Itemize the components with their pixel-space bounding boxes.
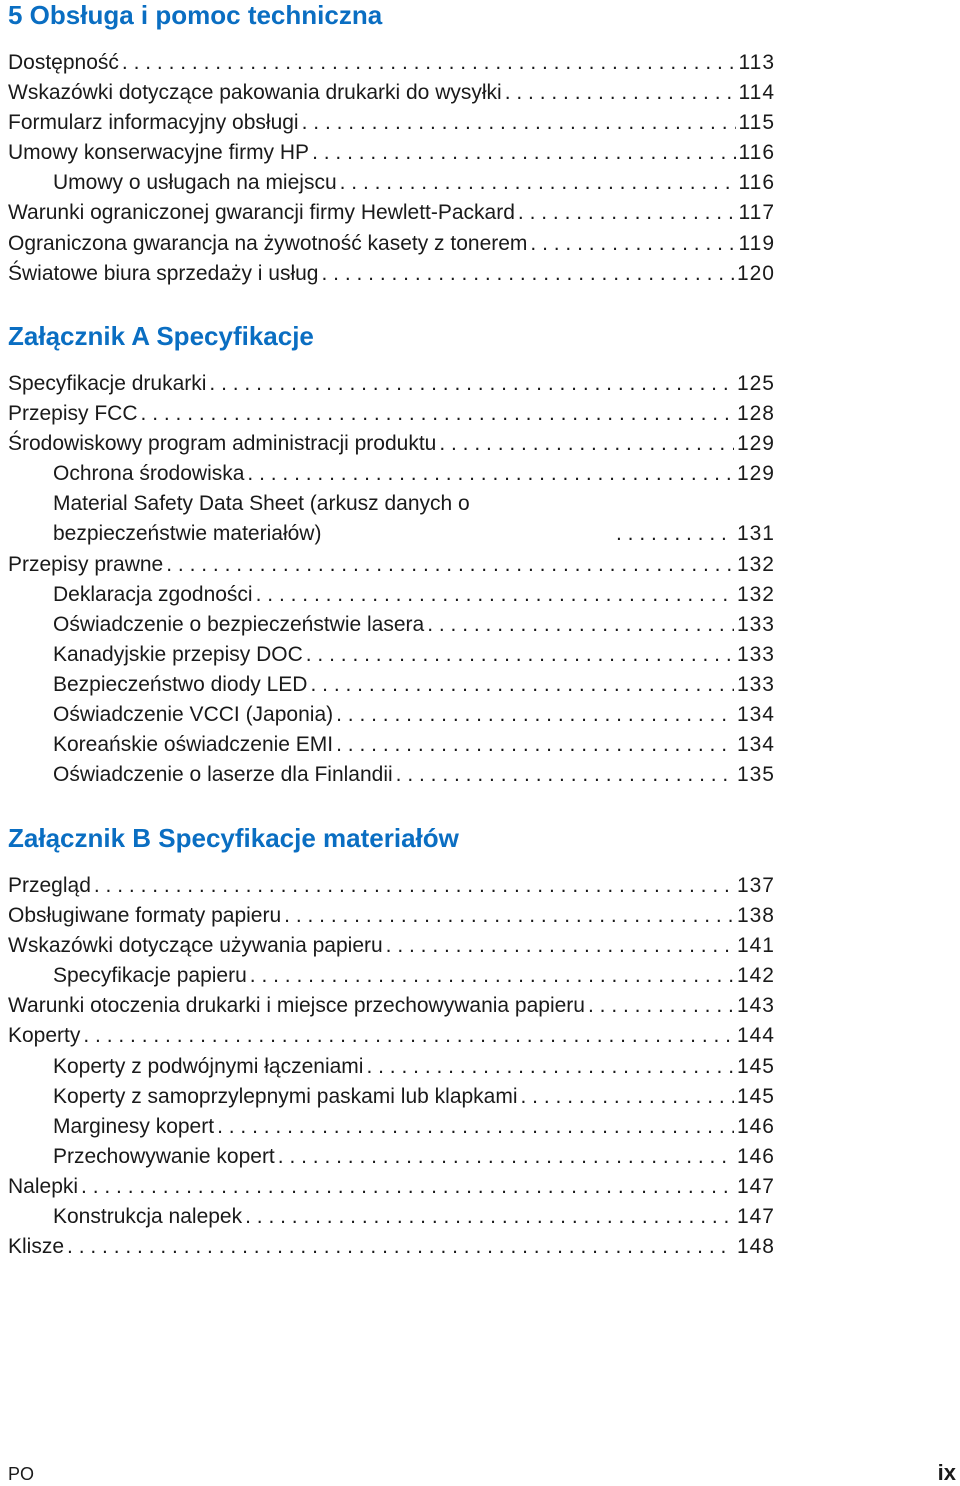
dot-leader (312, 138, 735, 168)
toc-page-number: 146 (736, 1144, 775, 1168)
toc-entry-label: Światowe biura sprzedaży i usług (8, 261, 319, 285)
toc-entry-label: Przechowywanie kopert (53, 1144, 275, 1168)
toc-page-number: 147 (736, 1205, 775, 1229)
toc-page-number: 125 (736, 372, 775, 395)
toc-entry[interactable] (8, 78, 775, 108)
toc-entry-label: Koperty z samoprzylepnymi paskami lub klapkami (53, 1084, 518, 1108)
toc-entry-label: Oświadczenie o laserze dla Finlandii (53, 763, 393, 787)
toc-entry[interactable] (8, 489, 775, 549)
dot-leader (306, 640, 734, 670)
toc-page-number: 142 (736, 964, 775, 988)
toc-entry[interactable] (8, 1202, 775, 1232)
toc-entry-label: Klisze (8, 1235, 65, 1259)
toc-entry-label: Wskazówki dotyczące pakowania drukarki do wysyłki (8, 81, 502, 105)
toc-entry[interactable] (8, 1021, 775, 1051)
toc-entry[interactable] (8, 1172, 775, 1202)
toc-entry[interactable] (8, 1082, 775, 1112)
toc-entry[interactable] (8, 1052, 775, 1082)
toc-entry[interactable] (8, 961, 775, 991)
toc-entry[interactable] (8, 1232, 775, 1262)
toc-entry[interactable] (8, 168, 775, 198)
toc-entry[interactable] (8, 871, 775, 901)
dot-leader (141, 399, 734, 429)
toc-page-number: 129 (736, 432, 775, 456)
toc-list (8, 369, 775, 790)
toc-entry-label: Koreańskie oświadczenie EMI (53, 733, 334, 757)
toc-entry-label: Koperty z podwójnymi łączeniami (53, 1054, 364, 1078)
dot-leader (322, 259, 734, 289)
dot-leader (366, 1052, 733, 1082)
toc-entry-label: Deklaracja zgodności (53, 582, 253, 606)
toc-entry[interactable] (8, 610, 775, 640)
toc-page-number: 132 (736, 582, 775, 606)
footer-language-code: PO (8, 1464, 35, 1484)
toc-entry[interactable] (8, 259, 775, 289)
toc-entry-label: Marginesy kopert (53, 1114, 215, 1138)
toc-entry[interactable] (8, 369, 775, 399)
toc-entry[interactable] (8, 429, 775, 459)
toc-entry[interactable] (8, 580, 775, 610)
toc-page-number: 145 (736, 1084, 775, 1108)
toc-entry-label: Kanadyjskie przepisy DOC (53, 642, 303, 666)
dot-leader (336, 730, 734, 760)
toc-entry-label: Obsługiwane formaty papieru (8, 904, 282, 928)
toc-entry[interactable] (8, 901, 775, 931)
toc-entry[interactable] (8, 670, 775, 700)
toc-page-number: 144 (736, 1024, 775, 1048)
toc-page-number: 114 (738, 81, 775, 105)
dot-leader (83, 1021, 734, 1051)
dot-leader (518, 198, 736, 228)
dot-leader (122, 48, 736, 78)
toc-entry-label: Ograniczona gwarancja na żywotność kasety z tonerem (8, 231, 528, 255)
toc-entry-label: Oświadczenie o bezpieczeństwie lasera (53, 612, 425, 636)
toc-page-number: 134 (736, 733, 775, 757)
toc-entry-label: Przepisy prawne (8, 552, 164, 576)
toc-entry-label: Konstrukcja nalepek (53, 1205, 243, 1229)
toc-entry[interactable] (8, 108, 775, 138)
toc-entry[interactable] (8, 1142, 775, 1172)
dot-leader (505, 78, 736, 108)
toc-entry-label: Wskazówki dotyczące używania papieru (8, 934, 383, 958)
dot-leader (250, 961, 734, 991)
toc-entry-label: Ochrona środowiska (53, 462, 245, 486)
toc-page-number: 115 (738, 111, 775, 135)
dot-leader (94, 871, 734, 901)
toc-entry[interactable] (8, 931, 775, 961)
toc-page-number: 129 (736, 462, 775, 486)
toc-entry[interactable] (8, 1112, 775, 1142)
toc-page-number: 132 (736, 552, 775, 576)
toc-entry-label: Umowy konserwacyjne firmy HP (8, 141, 310, 165)
section-title: 5 Obsługa i pomoc techniczna (8, 0, 383, 30)
dot-leader (521, 1082, 734, 1112)
toc-entry-label: Warunki otoczenia drukarki i miejsce przechowywania papieru (8, 994, 585, 1018)
toc-entry[interactable] (8, 399, 775, 429)
toc-entry-label: Dostępność (8, 51, 119, 74)
dot-leader (336, 700, 734, 730)
toc-entry[interactable] (8, 459, 775, 489)
section-title: Załącznik B Specyfikacje materiałów (8, 823, 459, 853)
toc-entry[interactable] (8, 730, 775, 760)
toc-page-number: 133 (736, 642, 775, 666)
dot-leader (209, 369, 734, 399)
toc-entry-label: Środowiskowy program administracji produktu (8, 432, 437, 456)
toc-page-number: 147 (736, 1174, 775, 1198)
toc-page-number: 113 (738, 51, 775, 74)
dot-leader (166, 550, 734, 580)
dot-leader (588, 991, 734, 1021)
toc-page-number: 119 (738, 231, 775, 255)
dot-leader (284, 901, 734, 931)
toc-entry-label: Warunki ograniczonej gwarancji firmy Hewlett-Packard (8, 201, 515, 225)
toc-entry[interactable] (8, 229, 775, 259)
toc-page-number: 146 (736, 1114, 775, 1138)
dot-leader (67, 1232, 734, 1262)
toc-page-number: 120 (736, 261, 775, 285)
dot-leader (278, 1142, 734, 1172)
section-title: Załącznik A Specyfikacje (8, 321, 314, 351)
dot-leader (530, 229, 735, 259)
toc-list (8, 871, 775, 1262)
dot-leader (310, 670, 733, 700)
dot-leader (439, 429, 734, 459)
toc-entry-label: Specyfikacje papieru (53, 964, 247, 988)
toc-page-number: 116 (738, 171, 775, 195)
toc-entry-label: Koperty (8, 1024, 81, 1048)
dot-leader (217, 1112, 734, 1142)
toc-page-number: 128 (736, 402, 775, 426)
toc-entry[interactable] (8, 48, 775, 78)
toc-page-number: 133 (736, 672, 775, 696)
toc-entry-label: Przepisy FCC (8, 402, 138, 426)
toc-entry-label: Material Safety Data Sheet (arkusz danych o bezpieczeństwie materiałów) (53, 492, 470, 546)
toc-entry-label: Formularz informacyjny obsługi (8, 111, 299, 135)
toc-entry-label: Specyfikacje drukarki (8, 372, 207, 395)
dot-leader (302, 108, 736, 138)
toc-entry-label: Oświadczenie VCCI (Japonia) (53, 703, 334, 727)
toc-page-number: 131 (736, 522, 775, 546)
toc-entry-label: Umowy o usługach na miejscu (53, 171, 337, 195)
dot-leader (616, 519, 734, 549)
toc-page-number: 116 (738, 141, 775, 165)
toc-page-number: 141 (736, 934, 775, 958)
toc-page-number: 134 (736, 703, 775, 727)
toc-entry-label: Nalepki (8, 1174, 79, 1198)
footer-page-number: ix (937, 1460, 956, 1485)
toc-entry[interactable] (8, 550, 775, 580)
toc-entry[interactable] (8, 760, 775, 790)
toc-page-number: 133 (736, 612, 775, 636)
toc-page-number: 135 (736, 763, 775, 787)
toc-entry[interactable] (8, 700, 775, 730)
toc-section (8, 823, 459, 853)
toc-entry[interactable] (8, 991, 775, 1021)
toc-page-number: 138 (736, 904, 775, 928)
toc-entry-label: Przegląd (8, 874, 91, 897)
toc-page-number: 117 (738, 201, 775, 225)
dot-leader (81, 1172, 734, 1202)
dot-leader (245, 1202, 734, 1232)
toc-page-number: 148 (736, 1235, 775, 1259)
toc-section (8, 0, 382, 30)
toc-page-number: 137 (736, 874, 775, 897)
dot-leader (247, 459, 734, 489)
dot-leader (396, 760, 734, 790)
dot-leader (386, 931, 734, 961)
toc-page-number: 143 (736, 994, 775, 1018)
toc-entry[interactable] (8, 138, 775, 168)
toc-entry-label: Bezpieczeństwo diody LED (53, 672, 308, 696)
dot-leader (340, 168, 736, 198)
toc-page-number: 145 (736, 1054, 775, 1078)
dot-leader (427, 610, 734, 640)
toc-entry[interactable] (8, 198, 775, 228)
toc-section (8, 321, 314, 351)
dot-leader (256, 580, 734, 610)
toc-list (8, 48, 775, 289)
toc-entry[interactable] (8, 640, 775, 670)
